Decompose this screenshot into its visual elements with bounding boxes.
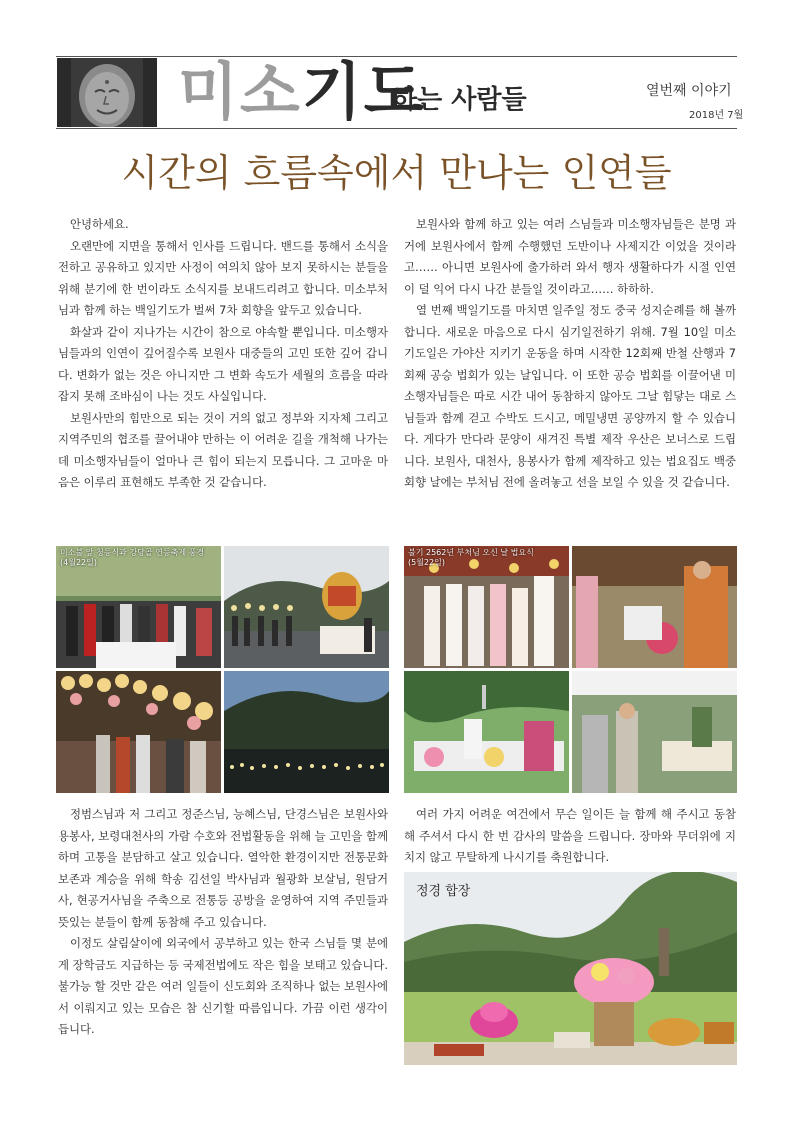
left-column (58, 214, 388, 494)
photo-caption: 미소불 앞 청등식과 강당골 연등축제 풍경 (60, 548, 205, 557)
right-column (404, 214, 736, 494)
photo-caption-date: (5월22일) (408, 558, 445, 567)
photo-crafts-outdoor (404, 671, 569, 793)
headline: 시간의 흐름속에서 만나는 인연들 (121, 151, 672, 195)
bottom-left-column (58, 804, 388, 1041)
photo-ceremony-cake (56, 546, 221, 668)
photo-caption-date: (4월22일) (60, 558, 97, 567)
photo-caption: 불기 2562년 부처님 오신 날 법요식 (408, 548, 534, 557)
photo-bathing-buddha (572, 546, 737, 668)
issue-number: 열번째 이야기 (646, 83, 732, 99)
bottom-right-column (404, 804, 736, 869)
signature: 정경 합장 (416, 884, 471, 899)
paragraph: 안녕하세요. (70, 217, 129, 231)
title-part-smile: 미소 (178, 55, 302, 128)
photo-buddha-birthday-procession (404, 546, 569, 668)
header-bottom-rule (56, 128, 737, 129)
photo-lantern-float (224, 546, 389, 668)
photo-temple-landscape (404, 872, 737, 1065)
paragraph: 오랜만에 지면을 통해서 인사를 드립니다. 밴드를 통해서 소식을 전하고 공유하고 있지만 사정이 여의치 않아 보지 못하시는 분들을 위해 분기에 한 번이라도 소식지를 보내드리려고 합니다. 미소부처님과 함께 하는 백일기도가 벌써 7차 회향을 앞두고 있습니다. (58, 238, 388, 317)
newsletter-subtitle: 하는 사람들 (392, 85, 527, 115)
paragraph: 이정도 살림살이에 외국에서 공부하고 있는 한국 스님들 몇 분에게 장학금도 지급하는 등 국제전법에도 작은 힘을 보태고 있습니다. 불가능 할 것만 같은 여러 일들이 신도회와 조직하나 없는 보원사에서 이뤄지고 있는 모습은 참 신기할 따름입니다. 가끔 이런 생각이 듭니다. (58, 936, 388, 1036)
paragraph: 화살과 같이 지나가는 시간이 참으로 야속할 뿐입니다. 미소행자님들과의 인연이 깊어질수록 보원사 대중들의 고민 또한 깊어 갑니다. 변화가 없는 것은 아니지만 그 변화 속도가 세월의 흐름을 따라잡지 못해 조바심이 나는 것도 사실입니다. (58, 324, 388, 403)
paragraph: 정범스님과 저 그리고 정준스님, 능혜스님, 단경스님은 보원사와 용봉사, 보령대천사의 가람 수호와 전법활동을 위해 늘 고민을 함께하며 고통을 분담하고 살고 있습니다. 열악한 환경이지만 전통문화 보존과 계승을 위해 학송 김선일 박사님과 월광화 보살님, 원담거사, 현공거사님을 주축으로 전통등 공방을 운영하여 지역 주민들과 뜻있는 분들이 함께 동참해 주고 있습니다. (58, 807, 388, 929)
photo-lantern-procession (56, 671, 221, 793)
photo-night-lanterns (224, 671, 389, 793)
title-part-prayer: 기도 (301, 55, 426, 128)
paragraph: 보원사만의 힘만으로 되는 것이 거의 없고 정부와 지자체 그리고 지역주민의 협조를 끌어내야 만하는 이 어려운 길을 개척해 나가는데 미소행자님들이 얼마나 큰 힘이 되는지 모릅니다. 그 고마운 마음은 이루리 표현해도 부족한 것 같습니다. (58, 410, 388, 489)
newsletter-title (178, 52, 426, 132)
paragraph: 여러 가지 어려운 여건에서 무슨 일이든 늘 함께 해 주시고 동참해 주셔서 다시 한 번 감사의 말씀을 드립니다. 장마와 무더위에 지치지 않고 무탈하게 나시기를 축원합니다. (404, 807, 736, 864)
paragraph: 열 번째 백일기도를 마치면 일주일 정도 중국 성지순례를 해 볼까 합니다. 새로운 마음으로 다시 심기일전하기 위해. 7월 10일 미소기도일은 가야산 지키기 운동을 하며 시작한 12회째 반철 산행과 7회째 공승 법회가 있는 날입니다. 이 또한 공승 법회를 이끌어낸 미소행자님들은 따로 시간 내어 동참하지 않아도 그날 힘닿는 대로 스님들과 함께 걷고 수박도 드시고, 메밀냉면 공양까지 할 수 있습니다. 게다가 만다라 문양이 새겨진 특별 제작 우산은 보너스로 드립니다. 보원사, 대천사, 용봉사가 함께 제작하고 있는 법요집도 백중회향 날에는 부처님 전에 올려놓고 선을 보일 수 있을 것 같습니다. (404, 303, 736, 489)
paragraph: 보원사와 함께 하고 있는 여러 스님들과 미소행자님들은 분명 과거에 보원사에서 함께 수행했던 도반이나 사제지간 이었을 것이라고…… 아니면 보원사에 출가하러 와서 행자 생활하다가 시절 인연이 덜 익어 다시 나간 분들일 것이라고…… 하하하. (404, 217, 736, 296)
photo-tent-gathering (572, 671, 737, 793)
buddha-face-logo (57, 58, 157, 127)
issue-date: 2018년 7월 (689, 110, 744, 121)
